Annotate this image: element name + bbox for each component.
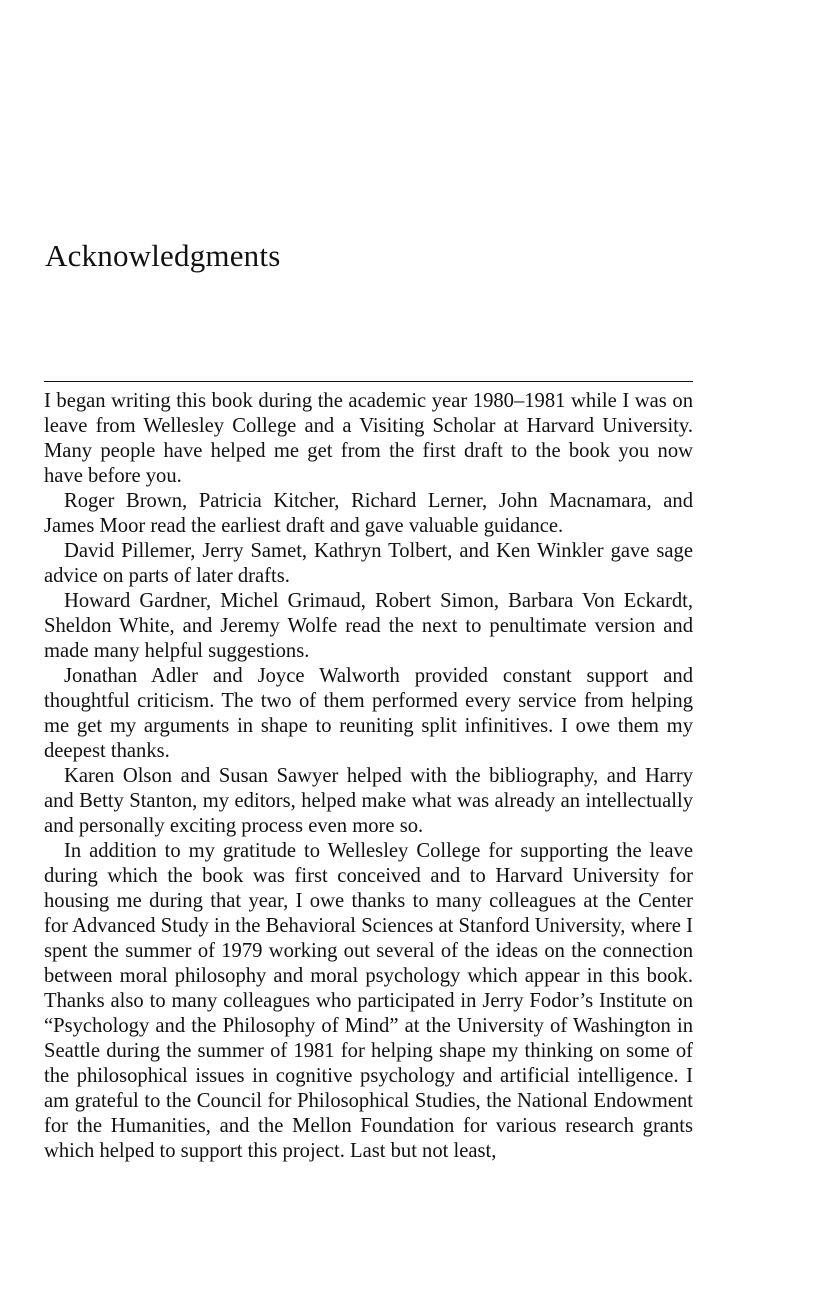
paragraph: Karen Olson and Susan Sawyer helped with the bibliography, and Harry and Betty Stanton, my editors, helped make what was already an intellectually and personally exciting process even more so. bbox=[44, 765, 693, 837]
paragraph: Jonathan Adler and Joyce Walworth provided constant support and thoughtful criticism. The two of them performed every service from helping me get my arguments in shape to reuniting split infinitives. I owe them my deepest thanks. bbox=[44, 665, 693, 762]
page-title: Acknowledgments bbox=[45, 238, 281, 273]
paragraph: In addition to my gratitude to Wellesley College for supporting the leave during which the book was first conceived and to Harvard University for housing me during that year, I owe thanks to many colleagues at the Center for Advanced Study in the Behavioral Sciences at Stanford University, where I spent the summer of 1979 working out several of the ideas on the connection between moral philosophy and moral psychology which appear in this book. Thanks also to many colleagues who participated in Jerry Fodor’s Institute on “Psychology and the Philosophy of Mind” at the University of Washington in Seattle during the summer of 1981 for helping shape my thinking on some of the philosophical issues in cognitive psychology and artificial intelligence. I am grateful to the Council for Philosophical Studies, the National Endowment for the Humanities, and the Mellon Foundation for various research grants which helped to support this project. Last but not least, bbox=[44, 840, 693, 1162]
paragraph: Roger Brown, Patricia Kitcher, Richard Lerner, John Macnamara, and James Moor read the earliest draft and gave valuable guidance. bbox=[44, 490, 693, 537]
paragraph: I began writing this book during the academic year 1980–1981 while I was on leave from Wellesley College and a Visiting Scholar at Harvard University. Many people have helped me get from the first draft to the book you now have before you. bbox=[44, 390, 693, 487]
paragraph: Howard Gardner, Michel Grimaud, Robert Simon, Barbara Von Eckardt, Sheldon White, and Jeremy Wolfe read the next to penultimate version and made many helpful suggestions. bbox=[44, 590, 693, 662]
section-rule bbox=[44, 381, 693, 382]
acknowledgments-body bbox=[44, 389, 693, 1164]
paragraph: David Pillemer, Jerry Samet, Kathryn Tolbert, and Ken Winkler gave sage advice on parts of later drafts. bbox=[44, 540, 693, 587]
